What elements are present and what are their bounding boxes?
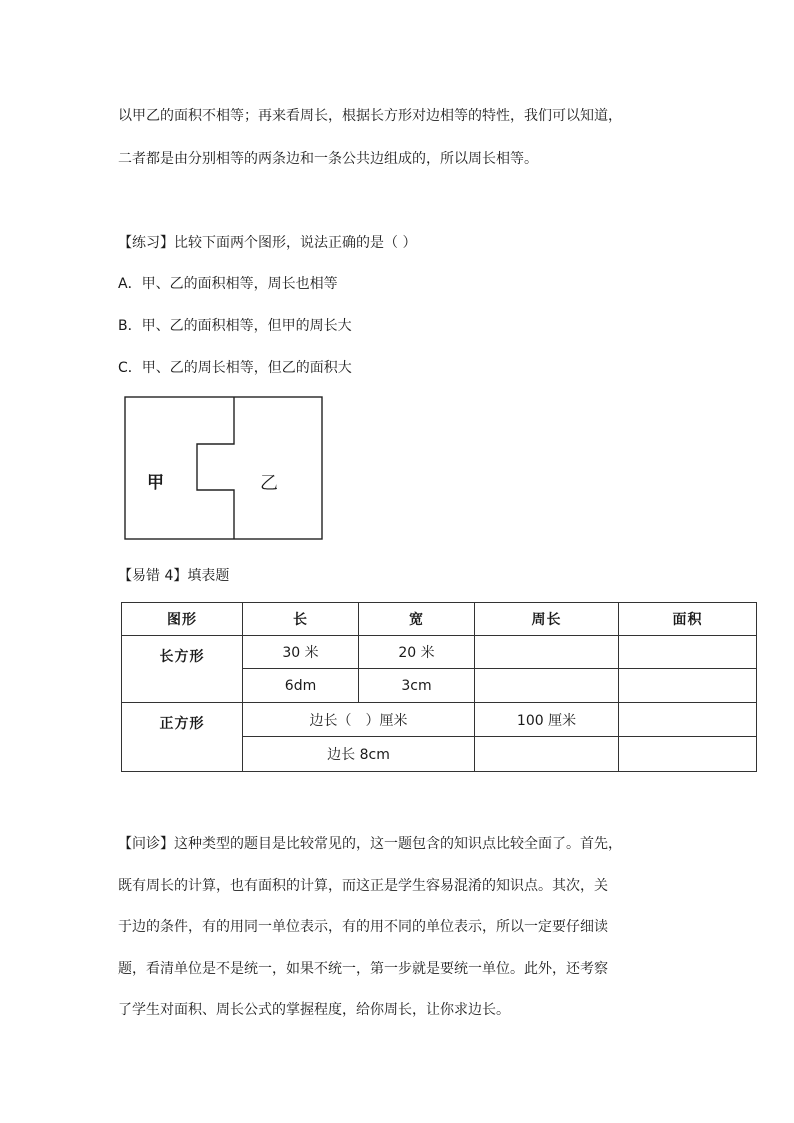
diagnosis-line: 了学生对面积、周长公式的掌握程度，给你周长，让你求边长。 [118, 1002, 510, 1018]
option-b: B．甲、乙的面积相等，但甲的周长大 [118, 318, 352, 334]
square-area-cell[interactable] [619, 703, 757, 737]
figure-label-yi: 乙 [260, 473, 278, 494]
table-header-perimeter: 周长 [475, 603, 619, 636]
error4-title: 【易错 4】填表题 [118, 568, 230, 584]
rect-area-cell[interactable] [619, 669, 757, 703]
option-a: A．甲、乙的面积相等，周长也相等 [118, 276, 338, 292]
table-header-area: 面积 [619, 603, 757, 636]
figure-label-jia: 甲 [147, 473, 164, 493]
rect-perimeter-cell[interactable] [475, 636, 619, 669]
option-c: C．甲、乙的周长相等，但乙的面积大 [118, 360, 352, 376]
square-side-cell: 边长 8cm [243, 737, 475, 772]
diagnosis-line: 既有周长的计算，也有面积的计算，而这正是学生容易混淆的知识点。其次，关 [118, 878, 608, 894]
rect-perimeter-cell[interactable] [475, 669, 619, 703]
diagnosis-line: 于边的条件，有的用同一单位表示，有的用不同的单位表示，所以一定要仔细读 [118, 919, 608, 935]
table-header-length: 长 [243, 603, 359, 636]
square-perimeter-cell[interactable] [475, 737, 619, 772]
fill-table [121, 602, 757, 772]
exercise-question: 【练习】比较下面两个图形，说法正确的是（ ） [118, 235, 417, 251]
paragraph-line: 以甲乙的面积不相等；再来看周长，根据长方形对边相等的特性，我们可以知道， [118, 108, 622, 124]
square-side-cell[interactable]: 边长（ ）厘米 [243, 703, 475, 737]
rect-width-cell: 3cm [359, 669, 475, 703]
paragraph-line: 二者都是由分别相等的两条边和一条公共边组成的，所以周长相等。 [118, 151, 538, 167]
table-header-shape: 图形 [122, 603, 243, 636]
table-header-width: 宽 [359, 603, 475, 636]
diagnosis-line: 【问诊】这种类型的题目是比较常见的，这一题包含的知识点比较全面了。首先， [118, 836, 622, 852]
rect-length-cell: 6dm [243, 669, 359, 703]
square-perimeter-cell: 100 厘米 [475, 703, 619, 737]
rect-area-cell[interactable] [619, 636, 757, 669]
square-area-cell[interactable] [619, 737, 757, 772]
rectangle-label: 长方形 [122, 636, 243, 703]
rect-width-cell: 20 米 [359, 636, 475, 669]
diagnosis-line: 题，看清单位是不是统一，如果不统一，第一步就是要统一单位。此外，还考察 [118, 961, 608, 977]
rect-length-cell: 30 米 [243, 636, 359, 669]
comparison-figure [124, 396, 323, 540]
square-label: 正方形 [122, 703, 243, 772]
